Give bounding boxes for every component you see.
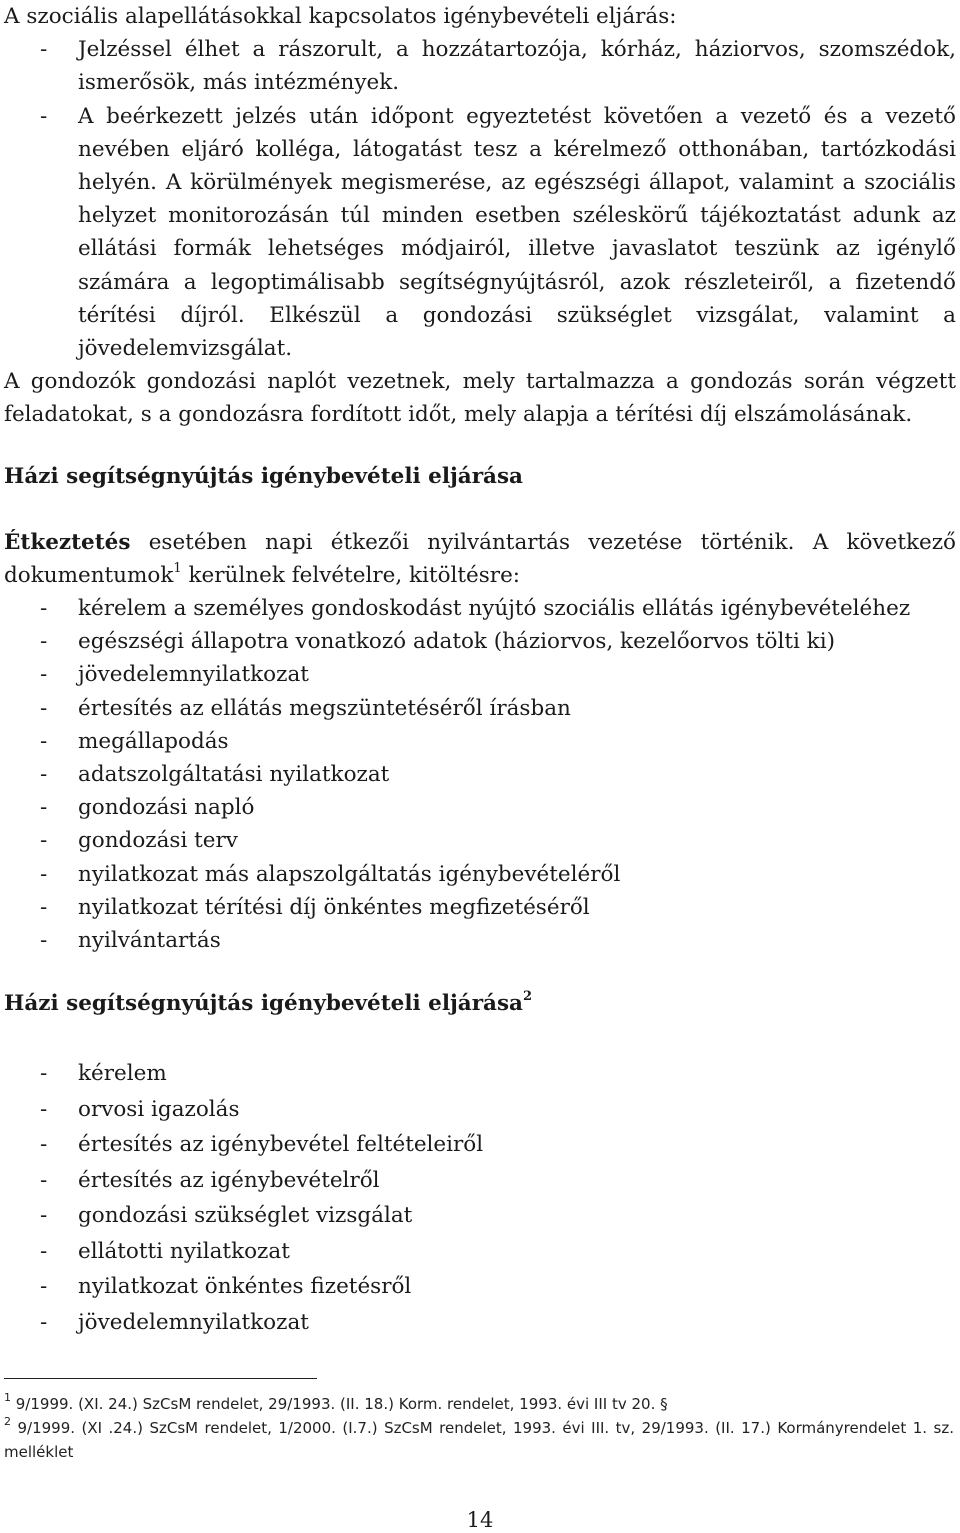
list-item-text: nyilatkozat térítési díj önkéntes megfizetéséről: [78, 894, 590, 920]
list-item: [4, 891, 956, 924]
dash-bullet: -: [40, 1132, 48, 1158]
list-item-text: A beérkezett jelzés után időpont egyeztetést követően a vezető és a vezető nevében eljáró kolléga, látogatást tesz a kérelmező otthonában, tartózkodási helyén. A körülmények megismerése, az egészségi állapot, valamint a szociális helyzet monitorozásán túl minden esetben széleskörű tájékoztatást adunk az ellátási formák lehetséges módjairól, illetve javaslatot teszünk az igénylő számára a legoptimálisabb segítségnyújtásról, azok részleteiről, a fizetendő térítési díjról. Elkészül a gondozási szükséglet vizsgálat, valamint a jövedelemvizsgálat.: [78, 103, 956, 362]
dash-bullet: -: [40, 1167, 48, 1193]
list-item-text: értesítés az igénybevételről: [78, 1167, 380, 1193]
dash-bullet: -: [40, 662, 48, 688]
list-item: [4, 1092, 956, 1128]
list-item: [4, 791, 956, 824]
list-item-text: ellátotti nyilatkozat: [78, 1238, 290, 1264]
list-item: [4, 625, 956, 658]
list-item: [4, 692, 956, 725]
list-item: [4, 1305, 956, 1341]
list-item-text: nyilatkozat önkéntes fizetésről: [78, 1274, 412, 1300]
list-item-text: kérelem a személyes gondoskodást nyújtó szociális ellátás igénybevételéhez: [78, 596, 911, 622]
footnotes: [4, 1392, 954, 1464]
dash-bullet: -: [40, 596, 48, 622]
list-item-text: Jelzéssel élhet a rászorult, a hozzátartozója, kórház, háziorvos, szomszédok, ismerősök, más intézmények.: [78, 37, 956, 96]
footnote-ref: 1: [173, 560, 182, 576]
footnote-text: 9/1999. (XI. 24.) SzCsM rendelet, 29/1993. (II. 18.) Korm. rendelet, 1993. évi III tv 20. §: [11, 1395, 668, 1413]
section-lead: [4, 526, 956, 592]
list-item-text: értesítés az igénybevétel feltételeiről: [78, 1132, 484, 1158]
intro-list: [4, 33, 956, 365]
footnote-divider: [4, 1378, 317, 1379]
list-item: [4, 33, 956, 99]
footnote: [4, 1416, 954, 1464]
list-item: [4, 1056, 956, 1092]
dash-bullet: -: [40, 37, 48, 63]
lead-bold: Étkeztetés: [4, 529, 131, 555]
list-item-text: megállapodás: [78, 728, 229, 754]
list-item-text: nyilvántartás: [78, 928, 221, 954]
page-number: 14: [466, 1508, 494, 1532]
lead-text: esetében napi étkezői nyilvántartás vezetése történik. A következő dokumentumok: [4, 529, 956, 588]
list-item-text: jövedelemnyilatkozat: [78, 1309, 309, 1335]
dash-bullet: -: [40, 629, 48, 655]
list-item: [4, 1269, 956, 1305]
dash-bullet: -: [40, 762, 48, 788]
list-item: [4, 1198, 956, 1234]
list-item: [4, 725, 956, 758]
dash-bullet: -: [40, 1309, 48, 1335]
list-item: [4, 858, 956, 891]
list-item: [4, 1163, 956, 1199]
dash-bullet: -: [40, 894, 48, 920]
documents-list: [4, 592, 956, 957]
dash-bullet: -: [40, 795, 48, 821]
list-item: [4, 100, 956, 366]
section-heading: Házi segítségnyújtás igénybevételi eljárása: [4, 463, 523, 489]
intro-closing: A gondozók gondozási naplót vezetnek, mely tartalmazza a gondozás során végzett feladatokat, s a gondozásra fordított időt, mely alapja a térítési díj elszámolásának.: [4, 369, 956, 428]
dash-bullet: -: [40, 1274, 48, 1300]
list-item: [4, 758, 956, 791]
procedure-list: [4, 1056, 956, 1340]
list-item-text: nyilatkozat más alapszolgáltatás igénybevételéről: [78, 861, 621, 887]
list-item-text: gondozási terv: [78, 828, 238, 854]
list-item: [4, 658, 956, 691]
list-item-text: gondozási szükséglet vizsgálat: [78, 1203, 413, 1229]
section-heading: [4, 987, 956, 1020]
lead-tail: kerülnek felvételre, kitöltésre:: [181, 562, 521, 588]
list-item: [4, 1234, 956, 1270]
footnote-ref: 2: [523, 989, 533, 1005]
footnote: [4, 1392, 954, 1416]
footnote-mark: 1: [4, 1391, 11, 1404]
list-item: [4, 592, 956, 625]
list-item: [4, 824, 956, 857]
dash-bullet: -: [40, 1096, 48, 1122]
dash-bullet: -: [40, 1203, 48, 1229]
list-item-text: egészségi állapotra vonatkozó adatok (háziorvos, kezelőorvos tölti ki): [78, 629, 835, 655]
dash-bullet: -: [40, 695, 48, 721]
list-item-text: orvosi igazolás: [78, 1096, 240, 1122]
dash-bullet: -: [40, 1238, 48, 1264]
list-item-text: kérelem: [78, 1061, 167, 1087]
list-item: [4, 1127, 956, 1163]
dash-bullet: -: [40, 861, 48, 887]
dash-bullet: -: [40, 103, 48, 129]
list-item-text: adatszolgáltatási nyilatkozat: [78, 762, 390, 788]
list-item-text: értesítés az ellátás megszüntetéséről írásban: [78, 695, 571, 721]
dash-bullet: -: [40, 728, 48, 754]
list-item: [4, 924, 956, 957]
document-page: [4, 0, 956, 1340]
dash-bullet: -: [40, 928, 48, 954]
intro-heading: A szociális alapellátásokkal kapcsolatos igénybevételi eljárás:: [4, 4, 677, 29]
section-heading-text: Házi segítségnyújtás igénybevételi eljárása: [4, 991, 523, 1017]
list-item-text: gondozási napló: [78, 795, 255, 821]
footnote-mark: 2: [4, 1415, 11, 1428]
list-item-text: jövedelemnyilatkozat: [78, 662, 309, 688]
footnote-text: 9/1999. (XI .24.) SzCsM rendelet, 1/2000. (I.7.) SzCsM rendelet, 1993. évi III. tv, 29/1993. (II. 17.) Kormányrendelet 1. sz. melléklet: [4, 1419, 954, 1461]
dash-bullet: -: [40, 1061, 48, 1087]
dash-bullet: -: [40, 828, 48, 854]
